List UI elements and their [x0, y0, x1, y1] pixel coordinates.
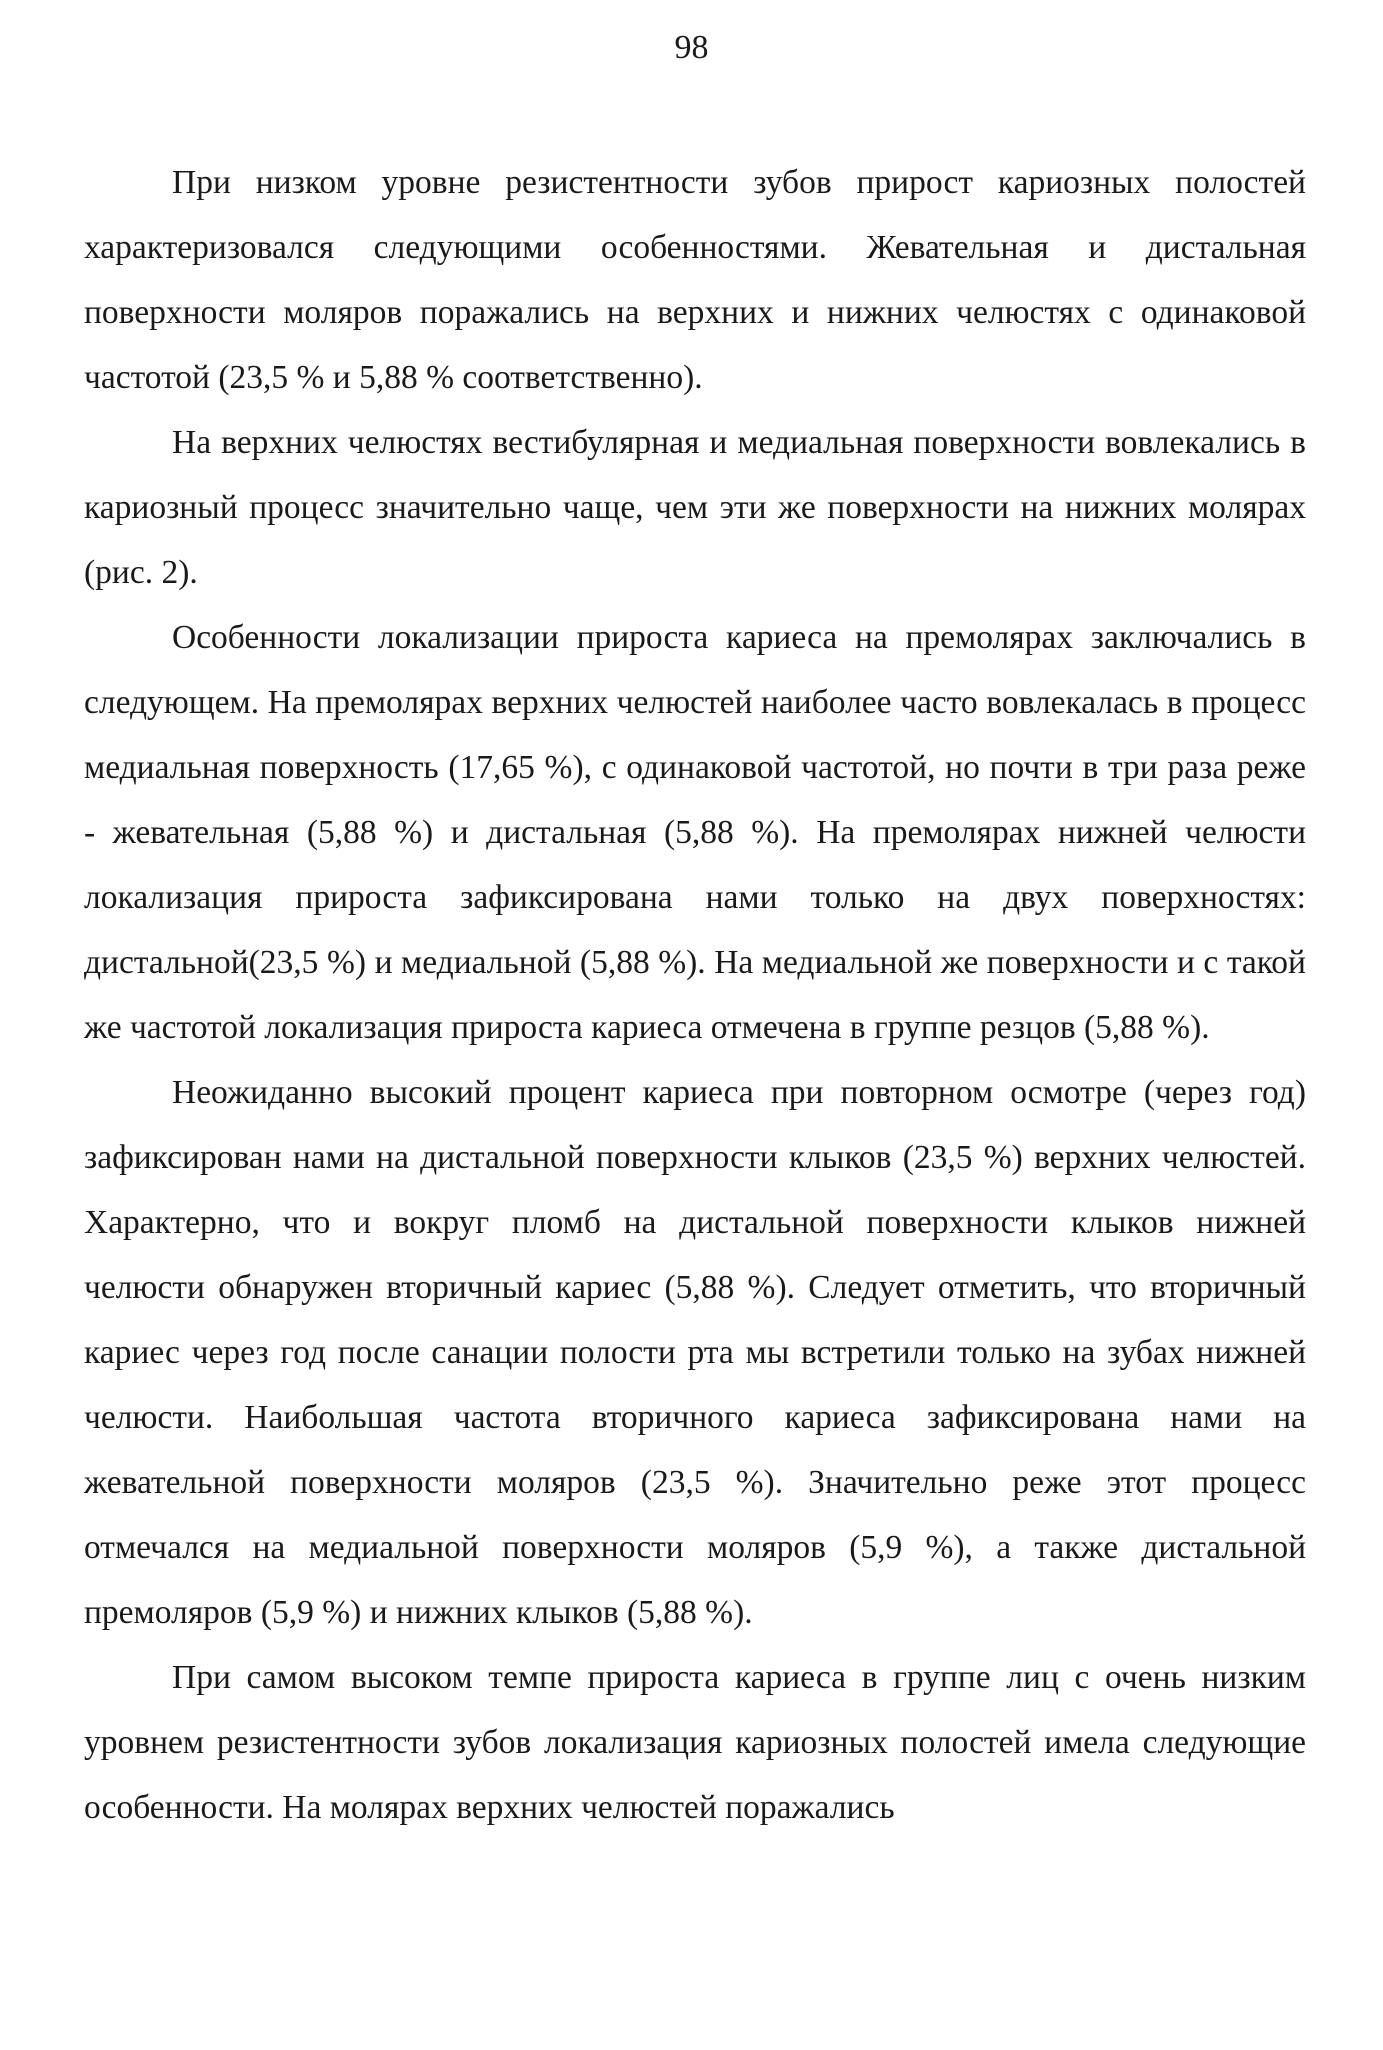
page-number: 98: [674, 29, 709, 66]
paragraph-1: При низком уровне резистентности зубов прирост кариозных полостей характеризовался следующими особенностями. Жевательная и дистальная поверхности моляров поражались на верхних и нижних челюстях с одинаковой частотой (23,5 % и 5,88 % соответственно).: [84, 164, 1306, 396]
paragraph-4: Неожиданно высокий процент кариеса при повторном осмотре (через год) зафиксирован нами на дистальной поверхности клыков (23,5 %) верхних челюстей. Характерно, что и вокруг пломб на дистальной поверхности клыков нижней челюсти обнаружен вторичный кариес (5,88 %). Следует отметить, что вторичный кариес через год после санации полости рта мы встретили только на зубах нижней челюсти. Наибольшая частота вторичного кариеса зафиксирована нами на жевательной поверхности моляров (23,5 %). Значительно реже этот процесс отмечался на медиальной поверхности моляров (5,9 %), а также дистальной премоляров (5,9 %) и нижних клыков (5,88 %).: [84, 1074, 1306, 1631]
paragraph-3: Особенности локализации прироста кариеса на премолярах заключались в следующем. На премолярах верхних челюстей наиболее часто вовлекалась в процесс медиальная поверхность (17,65 %), с одинаковой частотой, но почти в три раза реже - жевательная (5,88 %) и дистальная (5,88 %). На премолярах нижней челюсти локализация прироста зафиксирована нами только на двух поверхностях: дистальной(23,5 %) и медиальной (5,88 %). На медиальной же поверхности и с такой же частотой локализация прироста кариеса отмечена в группе резцов (5,88 %).: [84, 619, 1306, 1046]
body-text: [84, 150, 1306, 1840]
paragraph-5: При самом высоком темпе прироста кариеса в группе лиц с очень низким уровнем резистентности зубов локализация кариозных полостей имела следующие особенности. На молярах верхних челюстей поражались: [84, 1659, 1306, 1826]
paragraph-2: На верхних челюстях вестибулярная и медиальная поверхности вовлекались в кариозный процесс значительно чаще, чем эти же поверхности на нижних молярах (рис. 2).: [84, 424, 1306, 591]
